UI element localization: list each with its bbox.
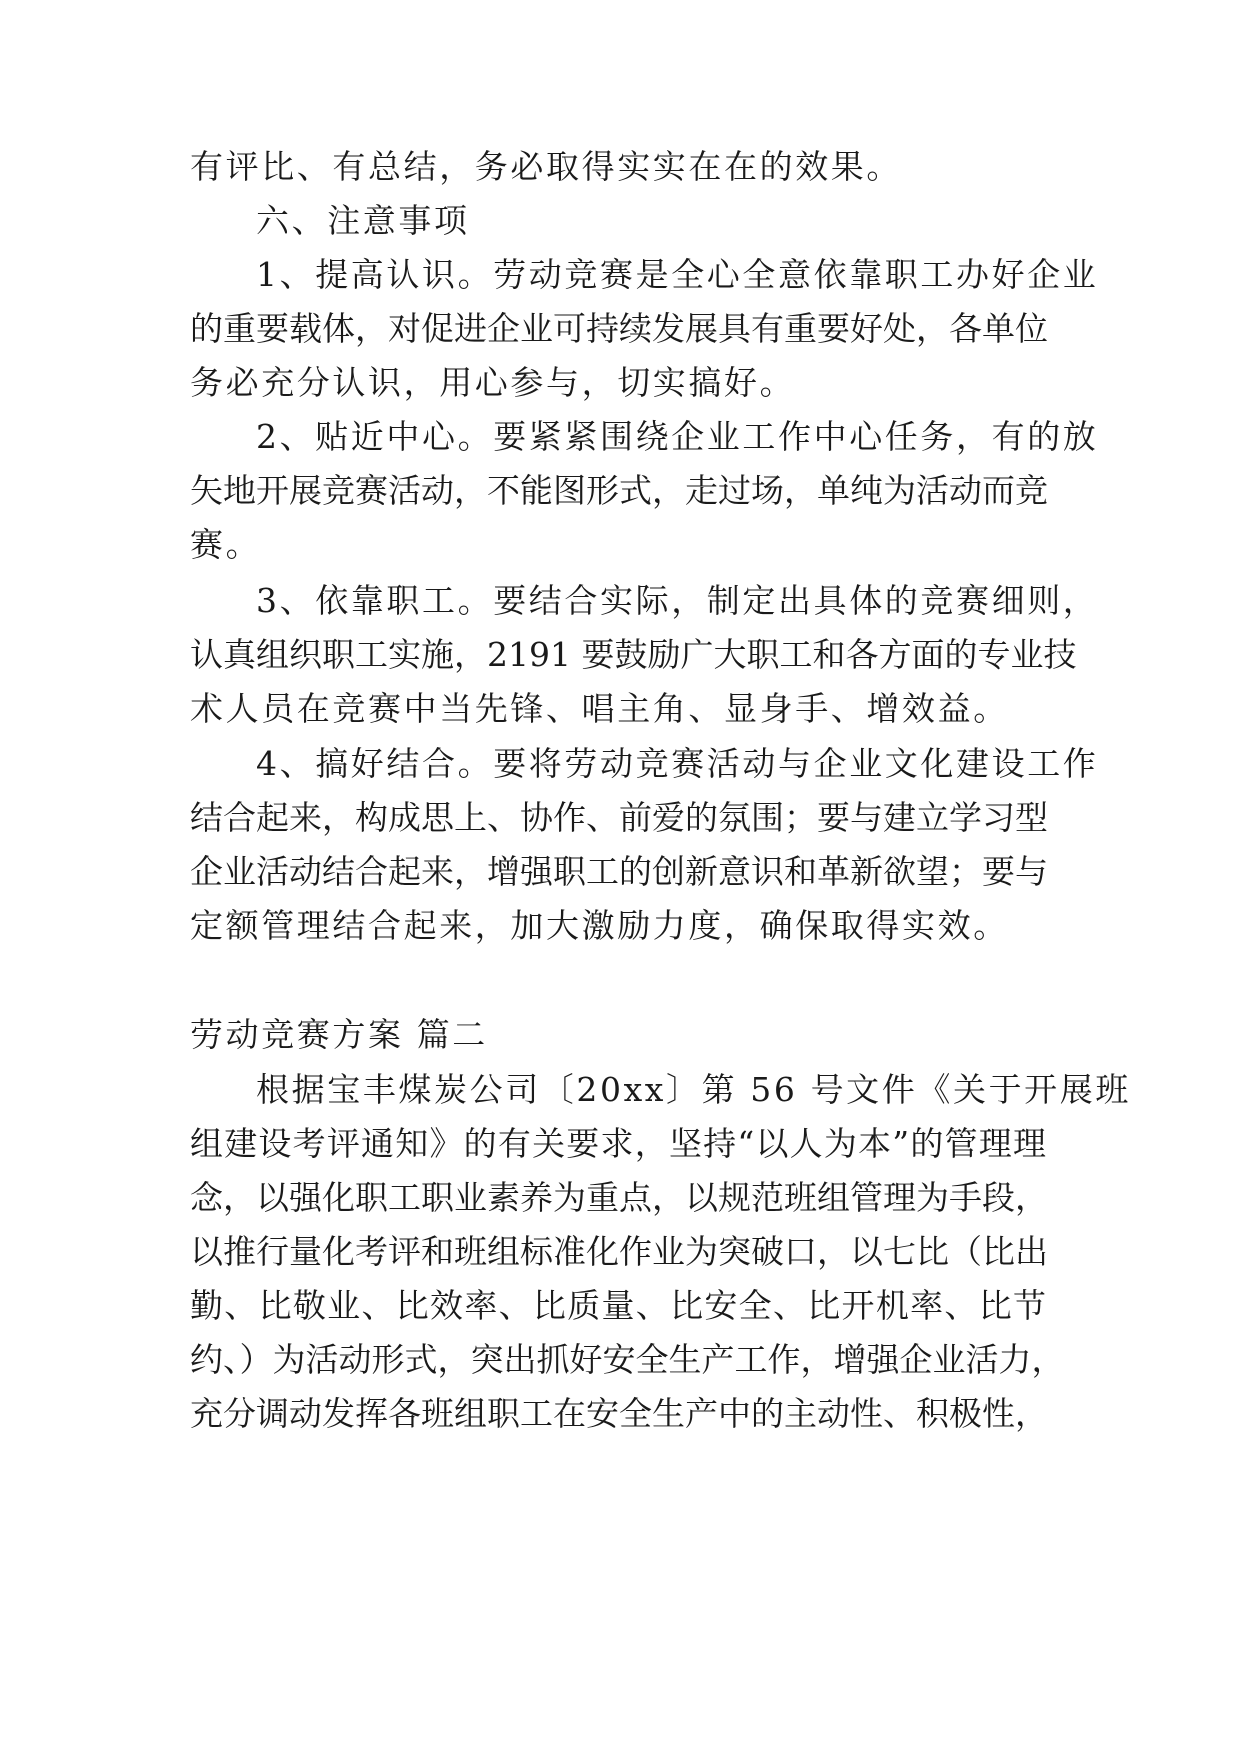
paragraph-line: 2、贴近中心。要紧紧围绕企业工作中心任务，有的放	[256, 417, 1099, 456]
paragraph-line: 认真组织职工实施，2191 要鼓励广大职工和各方面的专业技	[190, 635, 1077, 674]
paragraph-line: 结合起来，构成思上、协作、前爱的氛围；要与建立学习型	[190, 798, 1048, 837]
paragraph-line: 1、提高认识。劳动竞赛是全心全意依靠职工办好企业	[256, 255, 1099, 294]
paragraph-line: 矢地开展竞赛活动，不能图形式，走过场，单纯为活动而竞	[190, 471, 1048, 510]
section-heading: 六、注意事项	[256, 201, 470, 240]
paragraph-line: 赛。	[190, 525, 262, 564]
paragraph-line: 定额管理结合起来，加大激励力度，确保取得实效。	[190, 906, 1009, 945]
section-title: 劳动竞赛方案 篇二	[190, 1015, 488, 1054]
paragraph-line: 企业活动结合起来，增强职工的创新意识和革新欲望；要与	[190, 852, 1048, 891]
paragraph-line: 3、依靠职工。要结合实际，制定出具体的竞赛细则，	[256, 581, 1099, 620]
paragraph-line: 组建设考评通知》的有关要求，坚持“以人为本”的管理理	[190, 1124, 1046, 1163]
paragraph-line: 充分调动发挥各班组职工在安全生产中的主动性、积极性，	[190, 1394, 1048, 1433]
paragraph-line: 念，以强化职工职业素养为重点，以规范班组管理为手段，	[190, 1178, 1048, 1217]
paragraph-line: 约、）为活动形式，突出抓好安全生产工作，增强企业活力，	[190, 1340, 1065, 1379]
paragraph-line: 勤、比敬业、比效率、比质量、比安全、比开机率、比节	[190, 1286, 1046, 1325]
paragraph-line: 有评比、有总结，务必取得实实在在的效果。	[190, 147, 902, 186]
paragraph-line: 术人员在竞赛中当先锋、唱主角、显身手、增效益。	[190, 689, 1009, 728]
paragraph-line: 务必充分认识，用心参与，切实搞好。	[190, 363, 796, 402]
paragraph-line: 根据宝丰煤炭公司〔20xx〕第 56 号文件《关于开展班	[256, 1070, 1131, 1109]
paragraph-line: 的重要载体，对促进企业可持续发展具有重要好处，各单位	[190, 309, 1048, 348]
paragraph-line: 4、搞好结合。要将劳动竞赛活动与企业文化建设工作	[256, 744, 1099, 783]
paragraph-line: 以推行量化考评和班组标准化作业为突破口，以七比（比出	[190, 1232, 1048, 1271]
